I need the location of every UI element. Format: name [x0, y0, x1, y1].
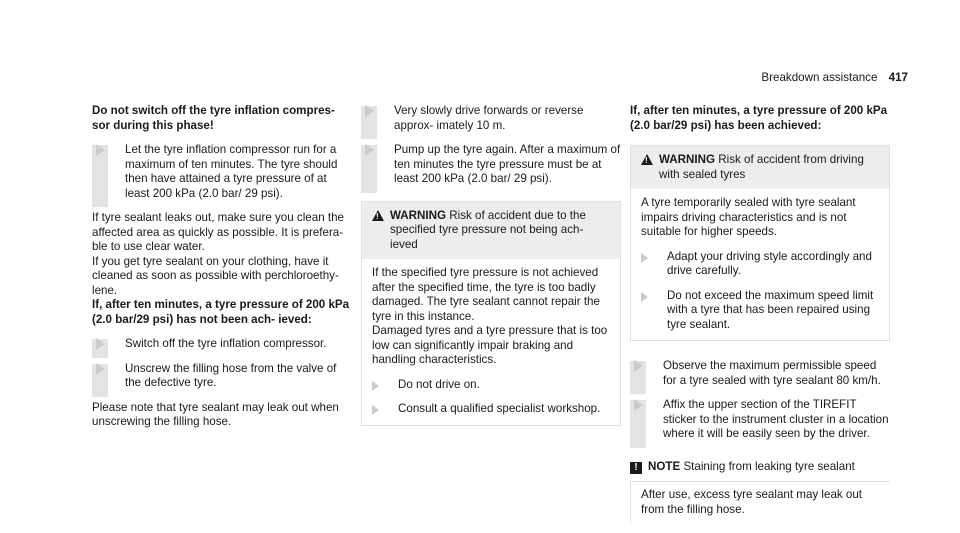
arrow-icon [641, 292, 648, 302]
warning-label: WARNING [659, 153, 716, 166]
column-right [630, 104, 890, 523]
step-text: Adapt your driving style accordingly and drive carefully. [667, 249, 872, 277]
note-title-text: Staining from leaking tyre sealant [683, 459, 855, 473]
paragraph: If tyre sealant leaks out, make sure you clean the affected area as quickly as possible. It is prefera- ble to use clear water. [92, 211, 344, 253]
warning-step [641, 250, 879, 279]
arrow-icon [365, 144, 374, 156]
step-text: Do not drive on. [398, 377, 480, 391]
warning-label: WARNING [390, 208, 447, 222]
section-title: Breakdown assistance [761, 71, 878, 84]
warning-header [631, 146, 889, 189]
step-text: Unscrew the filling hose from the valve of the defective tyre. [125, 361, 337, 389]
note-title [648, 460, 855, 475]
warning-step [372, 402, 610, 417]
warning-body [362, 259, 620, 425]
page-number: 417 [888, 71, 908, 84]
warning-step [372, 378, 610, 393]
note-body [630, 482, 890, 523]
warning-title-text: Risk of accident from driving with sealed tyres [659, 153, 864, 181]
arrow-icon [96, 338, 105, 350]
warning-title-text: Risk of accident due to the specified tyre pressure not being ach- ieved [390, 208, 586, 251]
step-item [630, 398, 890, 442]
column-left [92, 104, 352, 430]
arrow-icon [641, 253, 648, 263]
heading-achieved: If, after ten minutes, a tyre pressure of 200 kPa (2.0 bar/29 psi) has been achieved: [630, 104, 888, 132]
note-icon: ! [630, 460, 648, 475]
warning-box [630, 145, 890, 341]
warning-text: Damaged tyres and a tyre pressure that is too low can significantly impair braking and handling characteristics. [372, 324, 608, 366]
step-text: Observe the maximum permissible speed for a tyre sealed with tyre sealant 80 km/h. [663, 359, 881, 387]
step-item [361, 143, 621, 187]
arrow-icon [634, 360, 643, 372]
warning-body [631, 189, 889, 340]
arrow-icon [634, 399, 643, 411]
paragraph: If you get tyre sealant on your clothing, have it cleaned as soon as possible with perchloroethy- lene. [92, 254, 339, 297]
step-item [92, 337, 352, 352]
warning-title [390, 209, 610, 253]
paragraph: Please note that tyre sealant may leak out when unscrewing the filling hose. [92, 400, 339, 428]
step-text: Very slowly drive forwards or reverse approx- imately 10 m. [394, 104, 584, 132]
warning-header [362, 202, 620, 260]
warning-box [361, 201, 621, 426]
step-item [92, 143, 352, 201]
warning-text: A tyre temporarily sealed with tyre sealant impairs driving characteristics and is not suitable for higher speeds. [641, 196, 856, 238]
warning-title [659, 153, 879, 182]
step-text: Pump up the tyre again. After a maximum of ten minutes the tyre pressure must be at least 200 kPa (2.0 bar/ 29 psi). [394, 143, 621, 185]
note-box [630, 460, 890, 524]
warning-step [641, 289, 879, 333]
column-middle [361, 104, 621, 436]
arrow-icon [372, 405, 379, 415]
step-item [92, 362, 352, 391]
warning-text: If the specified tyre pressure is not achieved after the specified time, the tyre is too badly damaged. The tyre sealant cannot repair the tyre in this instance. [372, 266, 600, 323]
arrow-icon [96, 363, 105, 375]
step-text: Do not exceed the maximum speed limit with a tyre that has been repaired using tyre sealant. [667, 288, 874, 331]
note-label: NOTE [648, 459, 681, 473]
arrow-icon [96, 144, 105, 156]
page-header [761, 71, 908, 86]
heading-do-not-switch-off: Do not switch off the tyre inflation compres- sor during this phase! [92, 104, 335, 132]
note-header [630, 460, 890, 483]
heading-not-achieved: If, after ten minutes, a tyre pressure of 200 kPa (2.0 bar/29 psi) has not been ach- ieved: [92, 298, 350, 326]
note-text: After use, excess tyre sealant may leak out from the filling hose. [641, 488, 863, 516]
arrow-icon [372, 381, 379, 391]
step-text: Let the tyre inflation compressor run for a maximum of ten minutes. The tyre should then have attained a tyre pressure of at least 200 kPa (2.0 bar/ 29 psi). [125, 143, 338, 200]
warning-icon [641, 153, 659, 182]
warning-icon [372, 209, 390, 253]
step-item [361, 104, 621, 133]
step-text: Affix the upper section of the TIREFIT sticker to the instrument cluster in a location where it will be easily seen by the driver. [663, 398, 889, 440]
step-text: Switch off the tyre inflation compressor. [125, 337, 327, 350]
arrow-icon [365, 105, 374, 117]
step-item [630, 359, 890, 388]
step-text: Consult a qualified specialist workshop. [398, 402, 601, 415]
